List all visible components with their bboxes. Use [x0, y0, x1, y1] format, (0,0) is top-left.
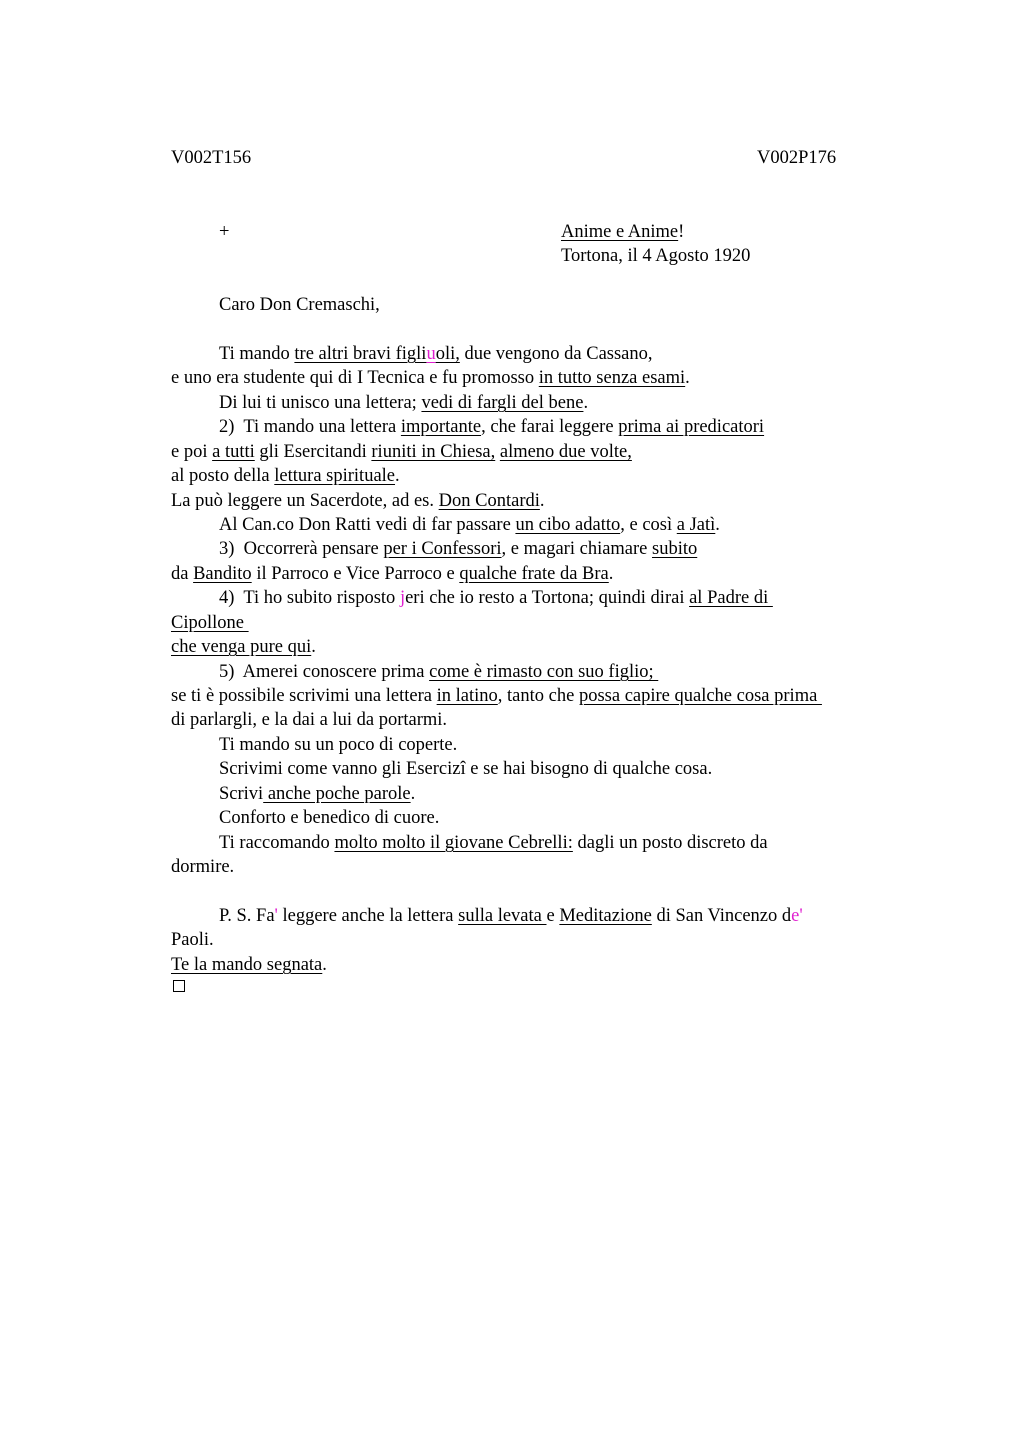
underlined-segment: riuniti in Chiesa,	[371, 442, 496, 462]
document-code-right: V002P176	[757, 148, 837, 168]
underlined-segment: Meditazione	[559, 906, 652, 926]
checkbox-symbol	[173, 980, 185, 992]
text-segment: Al Can.co Don Ratti vedi di far passare	[219, 515, 516, 535]
letter-line	[219, 832, 768, 854]
text-segment: Ti mando su un poco di coperte.	[219, 735, 458, 755]
underlined-segment: in tutto senza esami	[538, 368, 686, 388]
letter-line	[171, 367, 690, 389]
underlined-segment: come è rimasto con suo figlio;	[429, 662, 659, 682]
text-segment: .	[539, 491, 545, 511]
underlined-segment: molto molto il giovane Cebrelli:	[334, 833, 573, 853]
text-segment: 3) Occorrerà pensare	[219, 539, 384, 559]
text-segment: di parlargli, e la dai a lui da portarmi.	[171, 710, 448, 730]
text-segment: Di lui ti unisco una lettera;	[219, 393, 422, 413]
letter-line	[219, 807, 439, 829]
underlined-segment: importante	[400, 417, 482, 437]
letter-line	[171, 612, 249, 634]
text-segment: e uno era studente qui di I Tecnica e fu promosso	[171, 368, 539, 388]
underlined-segment: anche poche parole	[263, 784, 411, 804]
text-segment: Conforto e benedico di cuore.	[219, 808, 440, 828]
highlighted-segment: '	[274, 906, 278, 926]
underlined-segment: per i Confessori	[383, 539, 502, 559]
text-segment: .	[583, 393, 589, 413]
underlined-segment: subito	[652, 539, 698, 559]
letter-line	[219, 392, 588, 414]
letter-line	[171, 709, 447, 731]
text-segment: di San Vincenzo d	[651, 906, 792, 926]
letter-line	[171, 441, 632, 463]
text-segment: 5) Amerei conoscere prima	[219, 662, 430, 682]
text-segment: .	[395, 466, 400, 486]
text-segment: , e magari chiamare	[501, 539, 653, 559]
underlined-segment: almeno due volte,	[499, 442, 632, 462]
text-segment: al posto della	[171, 466, 275, 486]
letter-line	[219, 661, 658, 683]
text-segment: Scrivimi come vanno gli Esercizi	[219, 759, 466, 779]
underlined-segment: lettura spirituale	[274, 466, 396, 486]
text-segment: Paoli.	[171, 930, 214, 950]
place-date: Tortona, il 4 Agosto 1920	[561, 246, 751, 266]
underlined-segment: possa capire qualche cosa prima	[578, 686, 822, 706]
letter-line	[171, 856, 234, 878]
salutation: Caro Don Cremaschi,	[219, 295, 380, 315]
letter-line	[219, 514, 720, 536]
text-segment: .	[410, 784, 416, 804]
underlined-segment: che venga pure qui	[171, 637, 312, 657]
underlined-segment: in latino	[436, 686, 498, 706]
underlined-segment: sulla levata	[458, 906, 547, 926]
highlighted-segment: u	[426, 344, 436, 364]
text-segment: .	[322, 955, 327, 975]
text-segment: e poi	[171, 442, 213, 462]
underlined-segment: tre altri bravi figli	[294, 344, 427, 364]
letter-line	[171, 490, 545, 512]
text-segment: , e così	[620, 515, 677, 535]
underlined-segment: Cipollone	[171, 613, 249, 633]
letter-line	[171, 563, 613, 585]
letter-line	[219, 587, 773, 609]
text-segment: Scrivi	[219, 784, 264, 804]
text-segment: due vengono da Cassano,	[459, 344, 653, 364]
letter-line	[219, 783, 415, 805]
text-segment: se ti è possibile scrivimi una lettera	[171, 686, 437, 706]
highlighted-segment: j	[399, 588, 406, 608]
underlined-segment: prima ai predicatori	[618, 417, 765, 437]
letter-line	[219, 905, 803, 927]
letter-line	[171, 685, 822, 707]
underlined-segment: Don Contardi	[438, 491, 540, 511]
underlined-segment: a tutti	[212, 442, 255, 462]
text-segment: .	[311, 637, 316, 657]
text-segment: eri che io resto a Tortona; quindi dirai	[405, 588, 690, 608]
text-segment: Ti mando	[219, 344, 295, 364]
text-segment: e se hai bisogno di qualche cosa.	[465, 759, 713, 779]
letter-line	[171, 954, 327, 976]
text-segment: .	[685, 368, 690, 388]
text-segment: e	[546, 906, 560, 926]
text-segment: 4) Ti ho subito risposto	[219, 588, 400, 608]
text-segment: La può leggere un Sacerdote, ad es.	[171, 491, 439, 511]
underlined-segment: oli,	[435, 344, 460, 364]
underlined-segment: vedi di fargli del bene	[421, 393, 584, 413]
text-segment: , che farai leggere	[481, 417, 619, 437]
text-segment: leggere anche la lettera	[277, 906, 459, 926]
motto-text: Anime e Anime	[561, 222, 679, 242]
text-segment: , tanto che	[497, 686, 579, 706]
text-segment: P. S. Fa	[219, 906, 275, 926]
underlined-segment: Bandito	[193, 564, 252, 584]
text-segment: dormire.	[171, 857, 235, 877]
text-segment: 2) Ti mando una lettera	[219, 417, 401, 437]
text-segment: il Parroco e Vice Parroco e	[251, 564, 460, 584]
underlined-segment: Te la mando segnata	[171, 955, 323, 975]
letter-line	[219, 734, 457, 756]
text-segment: da	[171, 564, 194, 584]
text-segment: Ti raccomando	[219, 833, 335, 853]
text-segment: dagli un posto discreto da	[572, 833, 768, 853]
motto-punct: !	[678, 222, 685, 242]
highlighted-segment: e'	[791, 906, 803, 926]
letter-line	[171, 636, 316, 658]
letter-line	[219, 343, 653, 365]
underlined-segment: al Padre di	[689, 588, 773, 608]
text-segment: gli Esercitandi	[254, 442, 372, 462]
text-segment: .	[715, 515, 720, 535]
text-segment: .	[608, 564, 614, 584]
underlined-segment: un cibo adatto	[515, 515, 621, 535]
underlined-segment: a Jatì	[676, 515, 716, 535]
underlined-segment: qualche frate da Bra	[459, 564, 609, 584]
letter-line	[171, 929, 214, 951]
cross-mark: +	[219, 222, 230, 242]
letter-line	[219, 416, 764, 438]
letter-line	[219, 758, 712, 780]
document-code-left: V002T156	[171, 148, 252, 168]
letter-line	[171, 465, 400, 487]
letter-line	[219, 538, 697, 560]
motto	[561, 221, 684, 243]
